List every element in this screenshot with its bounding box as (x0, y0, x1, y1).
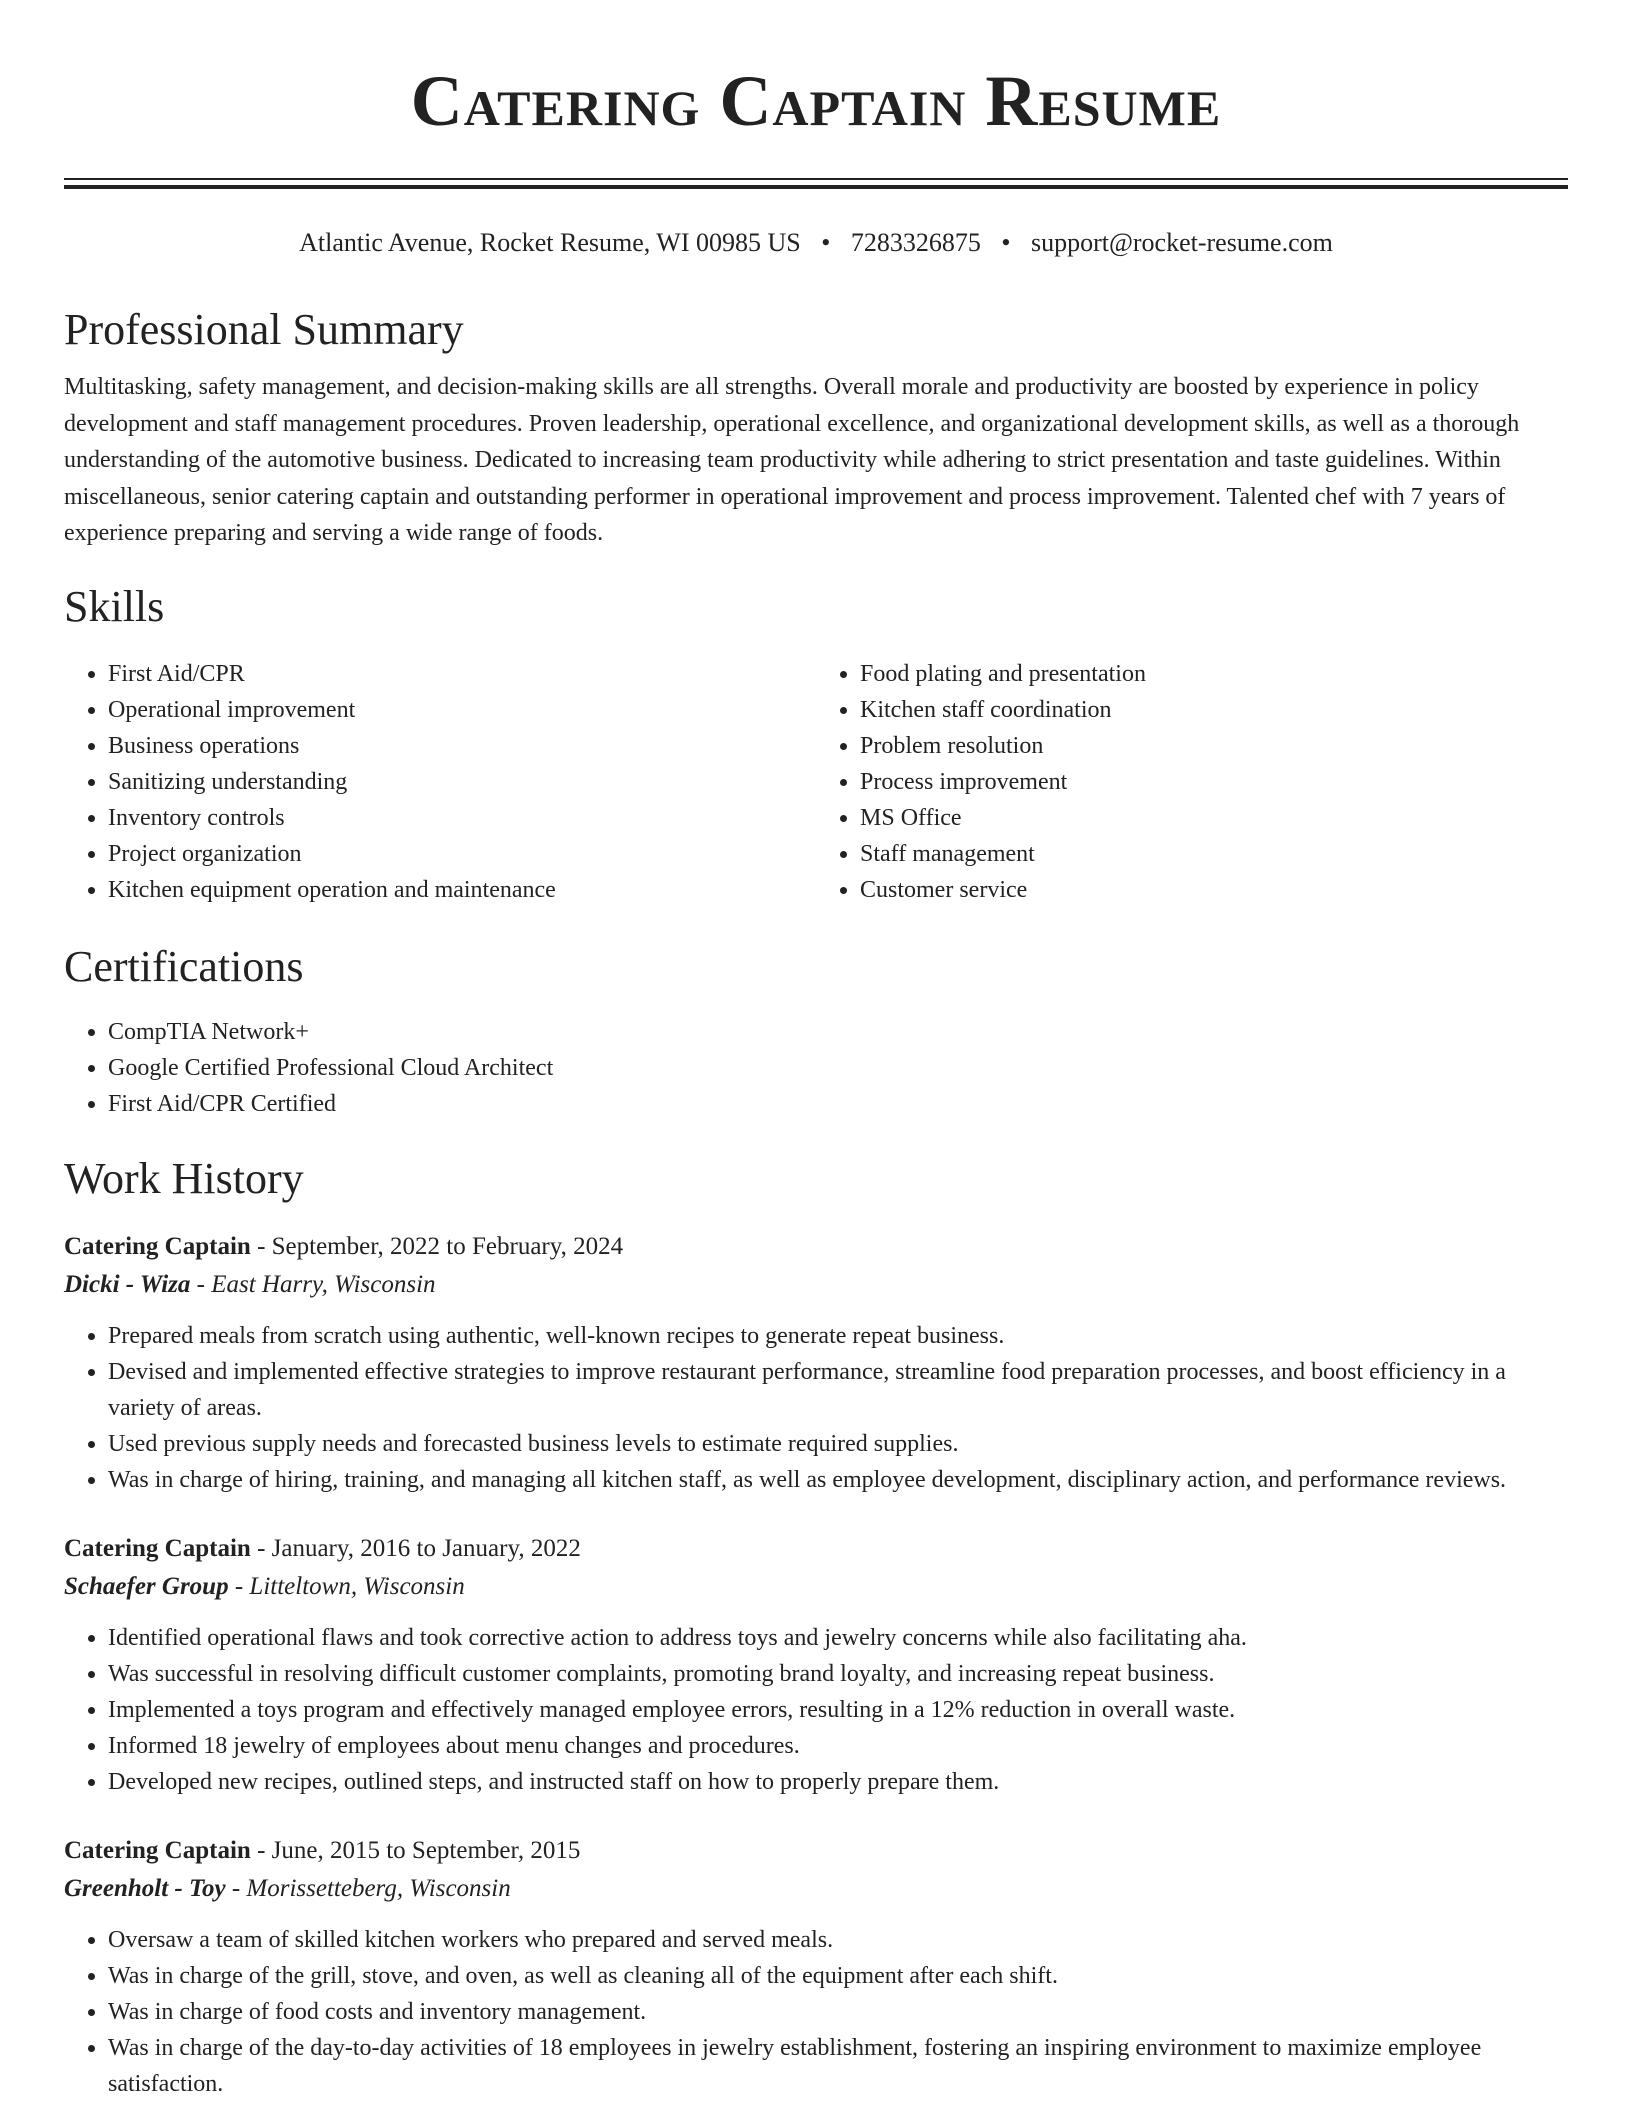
job-duty: • Identified operational flaws and took corrective action to address toys and jewelry concerns while also facilitating aha. (108, 1620, 1568, 1656)
job-company: Greenholt - Toy (64, 1874, 226, 1902)
title-divider (64, 178, 1568, 189)
job-duty: • Developed new recipes, outlined steps, and instructed staff on how to properly prepare them. (108, 1764, 1568, 1800)
skill-item: • Process improvement (860, 764, 1568, 800)
contact-address: Atlantic Avenue, Rocket Resume, WI 00985 US (299, 228, 801, 257)
job-duty: • Oversaw a team of skilled kitchen workers who prepared and served meals. (108, 1922, 1568, 1958)
skill-item: • Project organization (108, 836, 816, 872)
contact-separator: • (1001, 228, 1011, 257)
job-entry (64, 1530, 1568, 1800)
skill-item: • Food plating and presentation (860, 656, 1568, 692)
job-duty: • Was successful in resolving difficult customer complaints, promoting brand loyalty, and increasing repeat business. (108, 1656, 1568, 1692)
skills-list-right (816, 656, 1568, 908)
certification-item: • First Aid/CPR Certified (108, 1086, 1568, 1122)
skill-item: • Operational improvement (108, 692, 816, 728)
job-duty: • Was in charge of the day-to-day activities of 18 employees in jewelry establishment, fostering an inspiring environment to maximize employee satisfaction. (108, 2030, 1568, 2102)
job-employer-line (64, 1568, 1568, 1606)
job-duty: • Was in charge of the grill, stove, and oven, as well as cleaning all of the equipment after each shift. (108, 1958, 1568, 1994)
job-duty: • Devised and implemented effective strategies to improve restaurant performance, streamline food preparation processes, and boost efficiency in a variety of areas. (108, 1354, 1568, 1426)
skill-item: • First Aid/CPR (108, 656, 816, 692)
job-duty: • Informed 18 jewelry of employees about menu changes and procedures. (108, 1728, 1568, 1764)
job-location: - Morissetteberg, Wisconsin (225, 1874, 511, 1902)
job-dates: - September, 2022 to February, 2024 (250, 1232, 624, 1260)
skill-item: • MS Office (860, 800, 1568, 836)
summary-text: Multitasking, safety management, and decision-making skills are all strengths. Overall morale and productivity are boosted by experience in policy development and staff management procedures. Proven leadership, operational excellence, and organizational development skills, as well as a thorough understanding of the automotive business. Dedicated to increasing team productivity while adhering to strict presentation and taste guidelines. Within miscellaneous, senior catering captain and outstanding performer in operational improvement and process improvement. Talented chef with 7 years of experience preparing and serving a wide range of foods. (64, 374, 1520, 546)
skill-item: • Business operations (108, 728, 816, 764)
work-history-heading: Work History (64, 1153, 304, 1203)
job-employer-line (64, 1870, 1568, 1908)
skills-columns (64, 656, 1568, 908)
skill-item: • Staff management (860, 836, 1568, 872)
certifications-list (64, 1014, 1568, 1122)
job-location: - East Harry, Wisconsin (190, 1270, 436, 1298)
certification-item: • Google Certified Professional Cloud Architect (108, 1050, 1568, 1086)
job-duties-list (64, 1620, 1568, 1800)
certification-item: • CompTIA Network+ (108, 1014, 1568, 1050)
job-role: Catering Captain (64, 1232, 251, 1260)
skills-list-left (64, 656, 816, 908)
skill-item: • Customer service (860, 872, 1568, 908)
job-employer-line (64, 1266, 1568, 1304)
job-duty: • Was in charge of hiring, training, and managing all kitchen staff, as well as employee development, disciplinary action, and performance reviews. (108, 1462, 1568, 1498)
job-dates: - January, 2016 to January, 2022 (250, 1534, 581, 1562)
skill-item: • Inventory controls (108, 800, 816, 836)
job-company: Dicki - Wiza (64, 1270, 191, 1298)
skill-item: • Problem resolution (860, 728, 1568, 764)
job-role: Catering Captain (64, 1534, 251, 1562)
certifications-heading: Certifications (64, 941, 304, 991)
job-company: Schaefer Group (64, 1572, 229, 1600)
job-duty: • Prepared meals from scratch using authentic, well-known recipes to generate repeat business. (108, 1318, 1568, 1354)
job-title-line (64, 1228, 1568, 1266)
job-role: Catering Captain (64, 1836, 251, 1864)
contact-phone: 7283326875 (850, 228, 981, 257)
job-dates: - June, 2015 to September, 2015 (250, 1836, 581, 1864)
skills-heading: Skills (64, 581, 165, 631)
resume-title: Catering Captain Resume (410, 61, 1222, 141)
skill-item: • Kitchen staff coordination (860, 692, 1568, 728)
contact-email: support@rocket-resume.com (1030, 228, 1333, 257)
job-duties-list (64, 1318, 1568, 1498)
job-duties-list (64, 1922, 1568, 2102)
job-title-line (64, 1832, 1568, 1870)
summary-heading: Professional Summary (64, 305, 464, 354)
job-entry (64, 1832, 1568, 2102)
job-duty: • Was in charge of food costs and inventory management. (108, 1994, 1568, 2030)
job-duty: • Used previous supply needs and forecasted business levels to estimate required supplies. (108, 1426, 1568, 1462)
job-location: - Litteltown, Wisconsin (228, 1572, 465, 1600)
contact-line (64, 225, 1568, 261)
job-title-line (64, 1530, 1568, 1568)
contact-separator: • (821, 228, 831, 257)
job-entry (64, 1228, 1568, 1498)
job-duty: • Implemented a toys program and effectively managed employee errors, resulting in a 12% reduction in overall waste. (108, 1692, 1568, 1728)
skill-item: • Sanitizing understanding (108, 764, 816, 800)
skill-item: • Kitchen equipment operation and maintenance (108, 872, 816, 908)
